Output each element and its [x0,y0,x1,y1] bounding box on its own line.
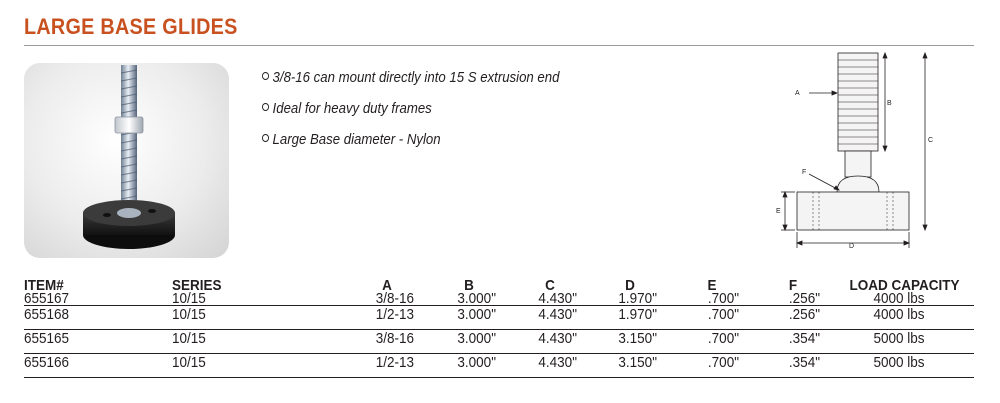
table-row [24,290,974,306]
cell-b: 3.000" [457,290,496,307]
cell-d: 1.970" [618,290,657,307]
cell-e: .700" [707,306,739,323]
cell-series: 10/15 [172,330,206,347]
circle-bullet-icon [262,103,269,111]
header-c: C [545,277,555,294]
cell-c: 4.430" [538,330,577,347]
cell-item: 655165 [24,330,70,347]
dimension-label-a: A [795,90,800,97]
feature-item: 3/8-16 can mount directly into 15 S extrusion end [262,66,559,97]
dimension-label-b: B [887,100,892,107]
cell-e: .700" [707,330,739,347]
dimension-label-f: F [802,169,807,176]
cell-a: 1/2-13 [375,354,414,371]
cell-f: .354" [788,330,820,347]
cell-load-capacity: 5000 lbs [873,330,925,347]
header-load-capacity: LOAD CAPACITY [849,277,960,294]
cell-c: 4.430" [538,306,577,323]
cell-item: 655168 [24,306,70,323]
cell-load-capacity: 5000 lbs [873,354,925,371]
circle-bullet-icon [262,72,269,80]
cell-b: 3.000" [457,354,496,371]
cell-item: 655167 [24,290,70,307]
header-d: D [625,277,635,294]
header-series: SERIES [172,277,222,294]
cell-a: 3/8-16 [375,290,414,307]
cell-f: .256" [788,306,820,323]
cell-e: .700" [707,290,739,307]
header-a: A [382,277,392,294]
header-e: E [707,277,717,294]
table-row [24,306,974,330]
glide-dimension-drawing [775,50,975,250]
cell-series: 10/15 [172,306,206,323]
specs-table [24,276,974,378]
dimension-label-c: C [928,137,934,144]
feature-item: Ideal for heavy duty frames [262,97,559,128]
cell-series: 10/15 [172,354,206,371]
cell-load-capacity: 4000 lbs [873,290,925,307]
header-item: ITEM# [24,277,64,294]
dimension-diagram [775,50,975,250]
header-b: B [464,277,474,294]
table-row [24,330,974,354]
leveling-glide-illustration [24,63,229,258]
cell-b: 3.000" [457,306,496,323]
page-title: LARGE BASE GLIDES [24,14,238,39]
circle-bullet-icon [262,134,269,142]
cell-d: 1.970" [618,306,657,323]
table-row [24,354,974,378]
cell-d: 3.150" [618,354,657,371]
cell-c: 4.430" [538,354,577,371]
cell-b: 3.000" [457,330,496,347]
dimension-label-e: E [776,208,781,215]
title-divider [24,45,974,46]
header-f: F [788,277,798,294]
cell-d: 3.150" [618,330,657,347]
dimension-label-d: D [849,243,855,250]
feature-list [262,66,600,159]
cell-c: 4.430" [538,290,577,307]
product-photo [24,63,229,258]
cell-f: .256" [788,290,820,307]
cell-item: 655166 [24,354,70,371]
cell-f: .354" [788,354,820,371]
cell-e: .700" [707,354,739,371]
cell-a: 1/2-13 [375,306,414,323]
cell-load-capacity: 4000 lbs [873,306,925,323]
cell-a: 3/8-16 [375,330,414,347]
cell-series: 10/15 [172,290,206,307]
feature-item: Large Base diameter - Nylon [262,128,559,159]
